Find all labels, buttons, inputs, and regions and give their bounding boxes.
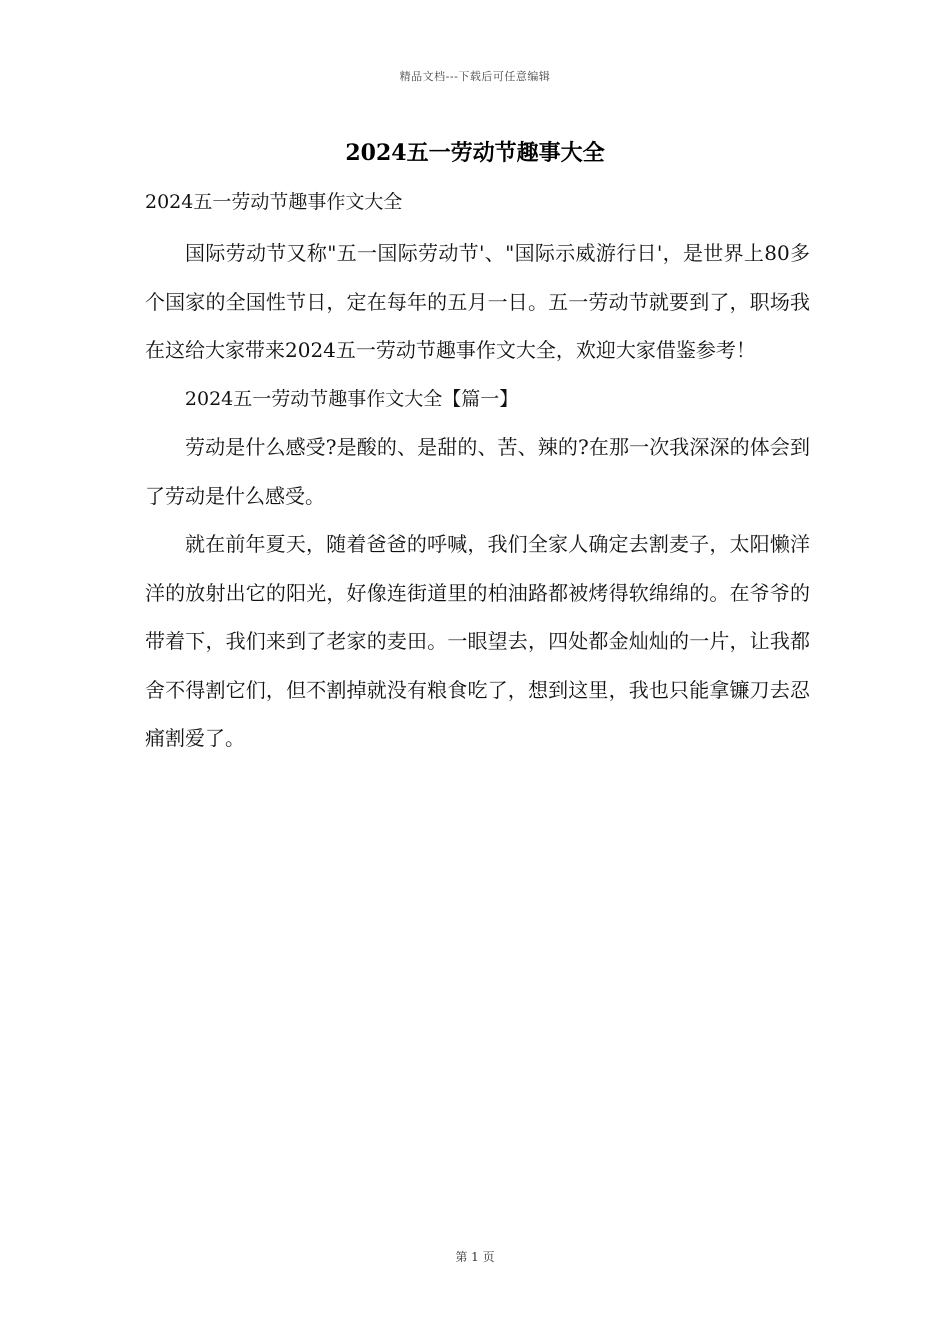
page-number: 第 1 页 xyxy=(455,1250,495,1264)
section-heading: 2024五一劳动节趣事作文大全【篇一】 xyxy=(184,387,519,410)
page-header: 精品文档---下载后可任意编辑 xyxy=(399,70,551,83)
document-body xyxy=(145,229,810,763)
document-title: 2024五一劳动节趣事大全 xyxy=(345,140,605,166)
document-subtitle: 2024五一劳动节趣事作文大全 xyxy=(145,191,403,213)
body-paragraph: 劳动是什么感受?是酸的、是甜的、苦、辣的?在那一次我深深的体会到了劳动是什么感受。 xyxy=(145,435,810,508)
intro-paragraph: 国际劳动节又称"五一国际劳动节'、"国际示威游行日'，是世界上80多个国家的全国性节日，定在每年的五月一日。五一劳动节就要到了，职场我在这给大家带来2024五一劳动节趣事作文大全，欢迎大家借鉴参考！ xyxy=(145,241,810,362)
body-paragraph: 就在前年夏天，随着爸爸的呼喊，我们全家人确定去割麦子，太阳懒洋洋的放射出它的阳光，好像连街道里的柏油路都被烤得软绵绵的。在爷爷的带着下，我们来到了老家的麦田。一眼望去，四处都金灿灿的一片，让我都舍不得割它们，但不割掉就没有粮食吃了，想到这里，我也只能拿镰刀去忍痛割爱了。 xyxy=(145,532,810,750)
